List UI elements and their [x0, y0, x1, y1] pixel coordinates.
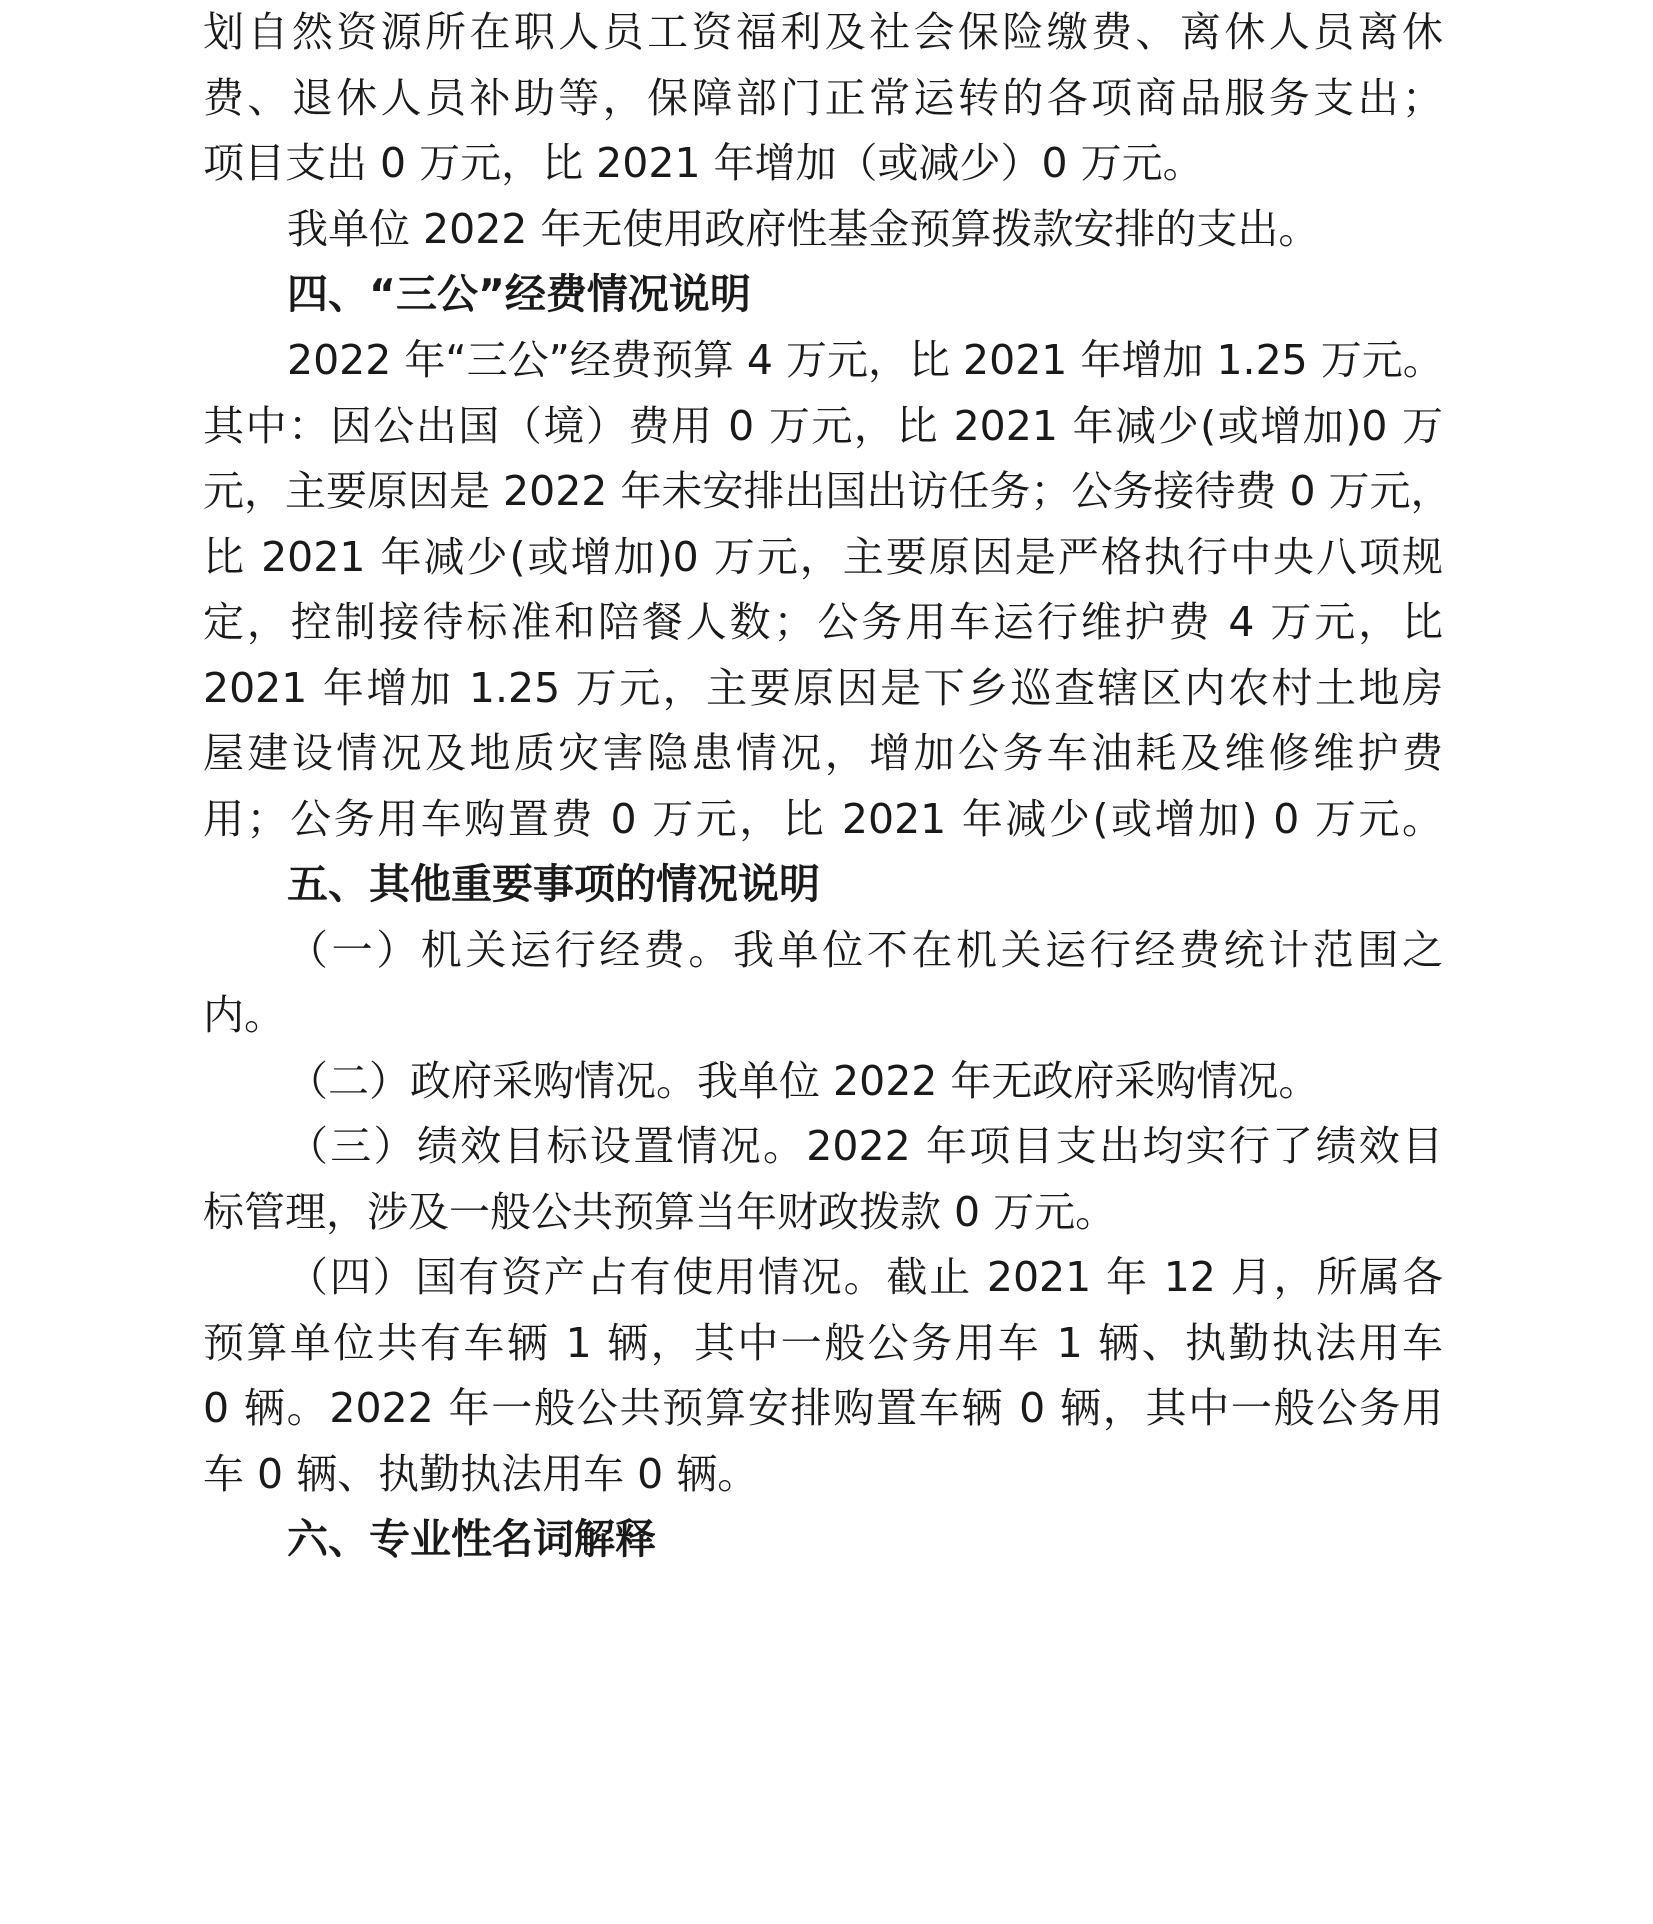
text-line: 定，控制接待标准和陪餐人数；公务用车运行维护费 4 万元，比 — [203, 598, 1443, 646]
text-line: 我单位 2022 年无使用政府性基金预算拨款安排的支出。 — [287, 205, 1320, 253]
text-line: 预算单位共有车辆 1 辆，其中一般公务用车 1 辆、执勤执法用车 — [203, 1319, 1443, 1367]
text-line: 0 辆。2022 年一般公共预算安排购置车辆 0 辆，其中一般公务用 — [203, 1384, 1443, 1432]
text-line: 2022 年“三公”经费预算 4 万元，比 2021 年增加 1.25 万元。 — [287, 336, 1444, 384]
text-line: 划自然资源所在职人员工资福利及社会保险缴费、离休人员离休 — [203, 8, 1443, 56]
text-line: 标管理，涉及一般公共预算当年财政拨款 0 万元。 — [203, 1188, 1117, 1236]
text-line: （四）国有资产占有使用情况。截止 2021 年 12 月，所属各 — [287, 1253, 1443, 1301]
text-line: 2021 年增加 1.25 万元，主要原因是下乡巡查辖区内农村土地房 — [203, 664, 1443, 712]
text-line: 其中：因公出国（境）费用 0 万元，比 2021 年减少(或增加)0 万 — [203, 402, 1443, 450]
text-line: 用；公务用车购置费 0 万元，比 2021 年减少(或增加) 0 万元。 — [203, 795, 1443, 843]
text-line: 比 2021 年减少(或增加)0 万元，主要原因是严格执行中央八项规 — [203, 533, 1443, 581]
text-line: （三）绩效目标设置情况。2022 年项目支出均实行了绩效目 — [287, 1122, 1443, 1170]
section-heading: 四、“三公”经费情况说明 — [287, 270, 751, 318]
text-line: 屋建设情况及地质灾害隐患情况，增加公务车油耗及维修维护费 — [203, 729, 1443, 777]
text-line: 项目支出 0 万元，比 2021 年增加（或减少）0 万元。 — [203, 139, 1204, 187]
text-line: 费、退休人员补助等，保障部门正常运转的各项商品服务支出； — [203, 74, 1443, 122]
text-line: 内。 — [203, 991, 285, 1039]
section-heading: 五、其他重要事项的情况说明 — [287, 860, 820, 908]
section-heading: 六、专业性名词解释 — [287, 1515, 656, 1563]
text-line: 车 0 辆、执勤执法用车 0 辆。 — [203, 1450, 759, 1498]
text-line: （二）政府采购情况。我单位 2022 年无政府采购情况。 — [287, 1057, 1320, 1105]
text-line: 元，主要原因是 2022 年未安排出国出访任务；公务接待费 0 万元， — [203, 467, 1452, 515]
text-line: （一）机关运行经费。我单位不在机关运行经费统计范围之 — [287, 926, 1443, 974]
